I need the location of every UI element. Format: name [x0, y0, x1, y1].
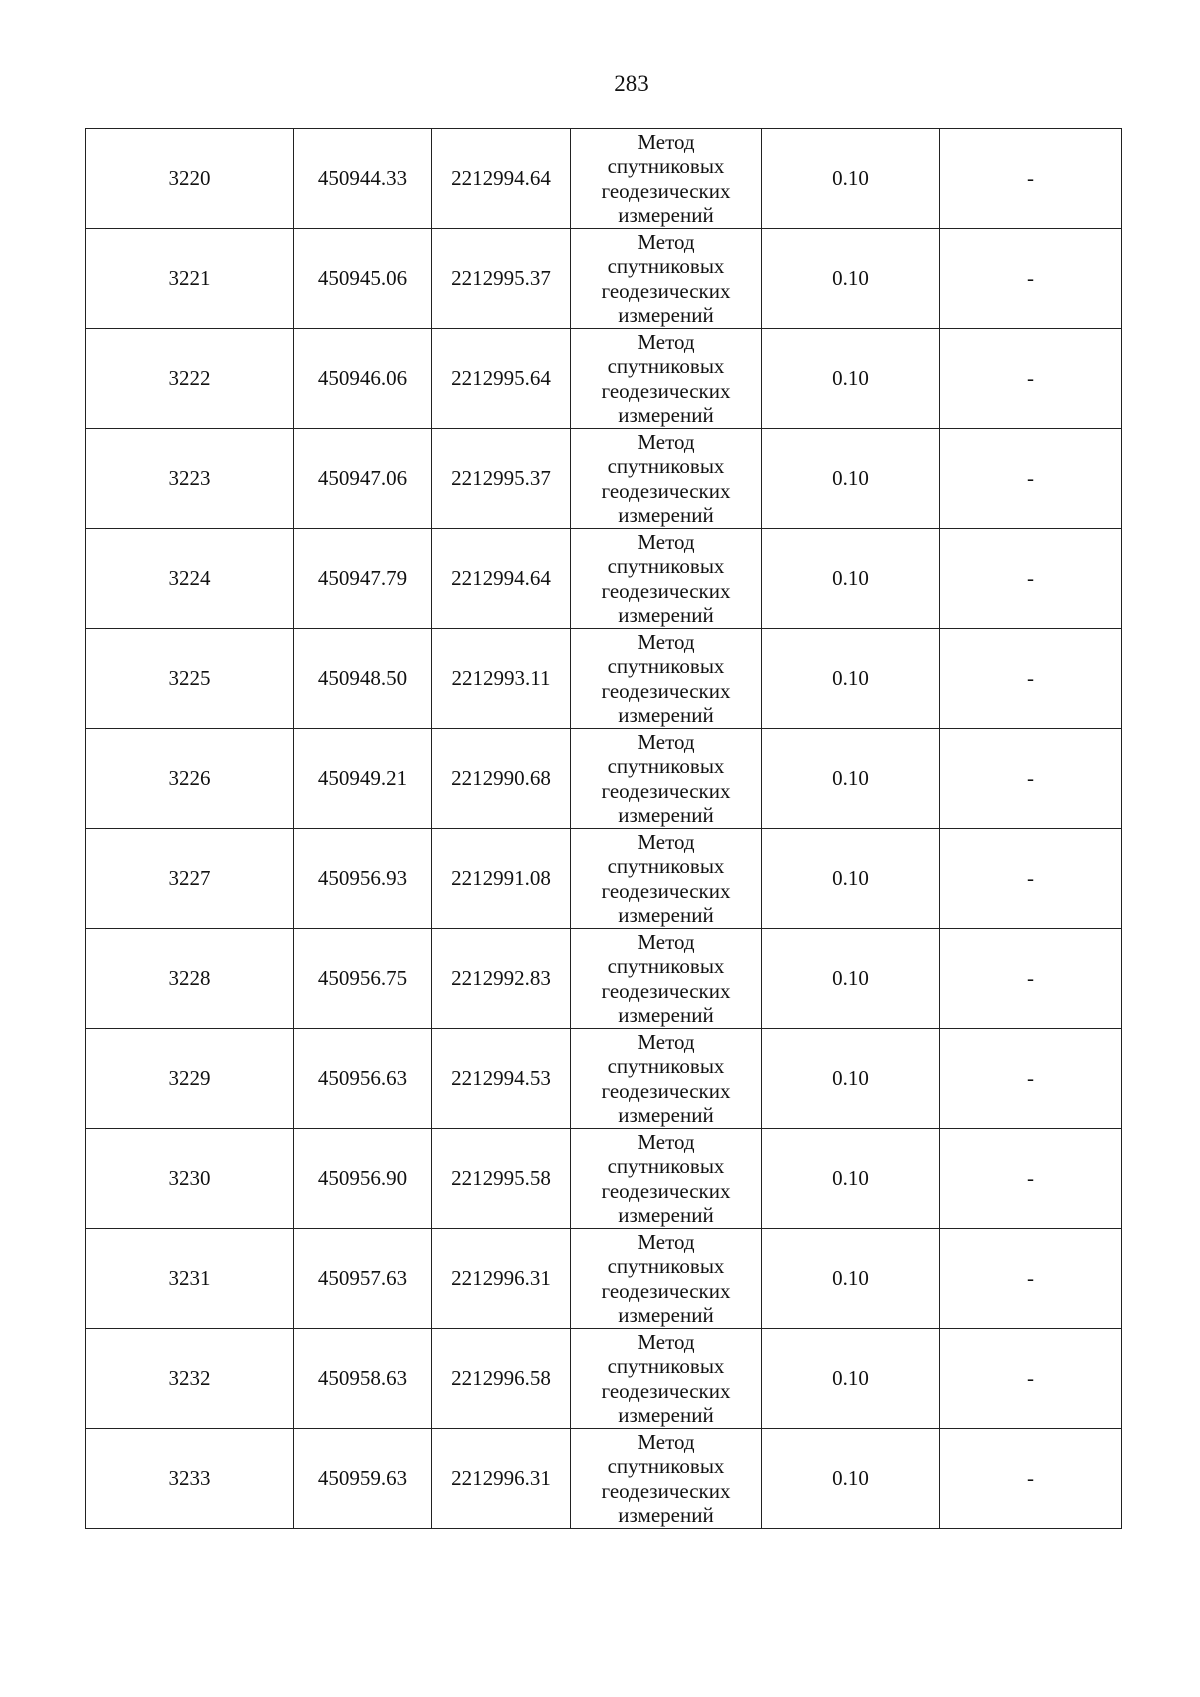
precision-cell: 0.10 [762, 629, 940, 729]
method-text-line: измерений [618, 903, 714, 927]
x-coordinate-cell: 450956.90 [294, 1129, 432, 1229]
point-number-cell: 3232 [86, 1329, 294, 1429]
method-text-line: геодезических [601, 478, 731, 503]
method-text-line: спутниковых [607, 854, 725, 878]
y-coordinate-cell: 2212995.37 [432, 229, 571, 329]
method-text-line: геодезических [601, 1078, 731, 1103]
y-coordinate-cell: 2212992.83 [432, 929, 571, 1029]
table-row [86, 929, 1122, 1029]
method-cell [571, 1129, 762, 1229]
point-number-cell: 3226 [86, 729, 294, 829]
x-coordinate-cell: 450946.06 [294, 329, 432, 429]
x-coordinate-cell: 450947.06 [294, 429, 432, 529]
description-cell: - [940, 129, 1122, 229]
method-text-line: Метод [637, 229, 695, 254]
method-text-line: геодезических [601, 1378, 731, 1403]
method-text-line: измерений [618, 703, 714, 727]
point-number-cell: 3220 [86, 129, 294, 229]
point-number-cell: 3233 [86, 1429, 294, 1529]
y-coordinate-cell: 2212995.64 [432, 329, 571, 429]
point-number-cell: 3224 [86, 529, 294, 629]
y-coordinate-cell: 2212996.58 [432, 1329, 571, 1429]
method-text-line: геодезических [601, 378, 731, 403]
method-cell [571, 1229, 762, 1329]
precision-cell: 0.10 [762, 529, 940, 629]
description-cell: - [940, 1329, 1122, 1429]
method-text-line: спутниковых [607, 1454, 725, 1478]
x-coordinate-cell: 450956.93 [294, 829, 432, 929]
method-cell [571, 1029, 762, 1129]
method-cell [571, 229, 762, 329]
point-number-cell: 3223 [86, 429, 294, 529]
x-coordinate-cell: 450959.63 [294, 1429, 432, 1529]
method-text-line: геодезических [601, 578, 731, 603]
point-number-cell: 3221 [86, 229, 294, 329]
method-text-line: геодезических [601, 178, 731, 203]
method-cell [571, 429, 762, 529]
method-text-line: Метод [637, 1429, 695, 1454]
method-text-line: Метод [637, 1029, 695, 1054]
y-coordinate-cell: 2212994.64 [432, 529, 571, 629]
precision-cell: 0.10 [762, 329, 940, 429]
method-text-line: Метод [637, 829, 695, 854]
x-coordinate-cell: 450957.63 [294, 1229, 432, 1329]
y-coordinate-cell: 2212994.53 [432, 1029, 571, 1129]
method-text-line: измерений [618, 403, 714, 427]
method-text-line: Метод [637, 529, 695, 554]
y-coordinate-cell: 2212996.31 [432, 1229, 571, 1329]
x-coordinate-cell: 450956.75 [294, 929, 432, 1029]
method-text-line: Метод [637, 729, 695, 754]
method-text-line: геодезических [601, 978, 731, 1003]
method-text-line: измерений [618, 803, 714, 827]
method-cell [571, 1329, 762, 1429]
x-coordinate-cell: 450945.06 [294, 229, 432, 329]
method-text-line: Метод [637, 329, 695, 354]
x-coordinate-cell: 450958.63 [294, 1329, 432, 1429]
x-coordinate-cell: 450948.50 [294, 629, 432, 729]
precision-cell: 0.10 [762, 929, 940, 1029]
y-coordinate-cell: 2212995.58 [432, 1129, 571, 1229]
precision-cell: 0.10 [762, 1329, 940, 1429]
precision-cell: 0.10 [762, 1429, 940, 1529]
coordinates-table [85, 128, 1122, 1529]
table-row [86, 529, 1122, 629]
method-cell [571, 529, 762, 629]
method-text-line: измерений [618, 1103, 714, 1127]
description-cell: - [940, 1129, 1122, 1229]
precision-cell: 0.10 [762, 129, 940, 229]
y-coordinate-cell: 2212990.68 [432, 729, 571, 829]
method-text-line: Метод [637, 1329, 695, 1354]
method-text-line: измерений [618, 603, 714, 627]
method-text-line: измерений [618, 503, 714, 527]
method-text-line: спутниковых [607, 554, 725, 578]
method-text-line: Метод [637, 629, 695, 654]
method-text-line: измерений [618, 203, 714, 227]
table-row [86, 1229, 1122, 1329]
precision-cell: 0.10 [762, 1229, 940, 1329]
x-coordinate-cell: 450944.33 [294, 129, 432, 229]
precision-cell: 0.10 [762, 1029, 940, 1129]
method-text-line: геодезических [601, 1178, 731, 1203]
table-row [86, 1129, 1122, 1229]
description-cell: - [940, 329, 1122, 429]
method-text-line: геодезических [601, 1278, 731, 1303]
method-text-line: Метод [637, 129, 695, 154]
table-row [86, 729, 1122, 829]
y-coordinate-cell: 2212993.11 [432, 629, 571, 729]
table-row [86, 229, 1122, 329]
method-text-line: спутниковых [607, 354, 725, 378]
y-coordinate-cell: 2212994.64 [432, 129, 571, 229]
description-cell: - [940, 829, 1122, 929]
method-cell [571, 129, 762, 229]
description-cell: - [940, 729, 1122, 829]
method-text-line: Метод [637, 1229, 695, 1254]
method-text-line: спутниковых [607, 954, 725, 978]
description-cell: - [940, 1429, 1122, 1529]
method-text-line: геодезических [601, 278, 731, 303]
precision-cell: 0.10 [762, 829, 940, 929]
method-cell [571, 929, 762, 1029]
method-cell [571, 629, 762, 729]
method-text-line: геодезических [601, 778, 731, 803]
method-text-line: спутниковых [607, 1154, 725, 1178]
description-cell: - [940, 429, 1122, 529]
method-text-line: спутниковых [607, 654, 725, 678]
point-number-cell: 3225 [86, 629, 294, 729]
description-cell: - [940, 629, 1122, 729]
x-coordinate-cell: 450956.63 [294, 1029, 432, 1129]
precision-cell: 0.10 [762, 729, 940, 829]
method-text-line: измерений [618, 1003, 714, 1027]
description-cell: - [940, 529, 1122, 629]
page-number: 283 [614, 71, 649, 96]
description-cell: - [940, 1029, 1122, 1129]
method-cell [571, 729, 762, 829]
precision-cell: 0.10 [762, 229, 940, 329]
method-text-line: геодезических [601, 1478, 731, 1503]
method-text-line: спутниковых [607, 254, 725, 278]
table-row [86, 1329, 1122, 1429]
point-number-cell: 3227 [86, 829, 294, 929]
description-cell: - [940, 229, 1122, 329]
method-text-line: Метод [637, 429, 695, 454]
point-number-cell: 3230 [86, 1129, 294, 1229]
y-coordinate-cell: 2212991.08 [432, 829, 571, 929]
method-cell [571, 329, 762, 429]
table-row [86, 829, 1122, 929]
method-text-line: спутниковых [607, 454, 725, 478]
point-number-cell: 3229 [86, 1029, 294, 1129]
table-row [86, 1429, 1122, 1529]
method-text-line: измерений [618, 303, 714, 327]
method-text-line: спутниковых [607, 754, 725, 778]
table-row [86, 629, 1122, 729]
method-text-line: Метод [637, 1129, 695, 1154]
x-coordinate-cell: 450947.79 [294, 529, 432, 629]
table-row [86, 1029, 1122, 1129]
method-text-line: измерений [618, 1503, 714, 1527]
method-text-line: спутниковых [607, 154, 725, 178]
description-cell: - [940, 1229, 1122, 1329]
precision-cell: 0.10 [762, 429, 940, 529]
point-number-cell: 3228 [86, 929, 294, 1029]
x-coordinate-cell: 450949.21 [294, 729, 432, 829]
method-text-line: измерений [618, 1403, 714, 1427]
table-row [86, 129, 1122, 229]
precision-cell: 0.10 [762, 1129, 940, 1229]
point-number-cell: 3222 [86, 329, 294, 429]
method-text-line: спутниковых [607, 1354, 725, 1378]
method-text-line: измерений [618, 1303, 714, 1327]
y-coordinate-cell: 2212996.31 [432, 1429, 571, 1529]
table-row [86, 429, 1122, 529]
method-cell [571, 829, 762, 929]
method-text-line: спутниковых [607, 1254, 725, 1278]
point-number-cell: 3231 [86, 1229, 294, 1329]
table-row [86, 329, 1122, 429]
method-text-line: геодезических [601, 678, 731, 703]
method-cell [571, 1429, 762, 1529]
method-text-line: измерений [618, 1203, 714, 1227]
coordinates-table-body [86, 129, 1122, 1529]
method-text-line: Метод [637, 929, 695, 954]
y-coordinate-cell: 2212995.37 [432, 429, 571, 529]
method-text-line: геодезических [601, 878, 731, 903]
description-cell: - [940, 929, 1122, 1029]
method-text-line: спутниковых [607, 1054, 725, 1078]
